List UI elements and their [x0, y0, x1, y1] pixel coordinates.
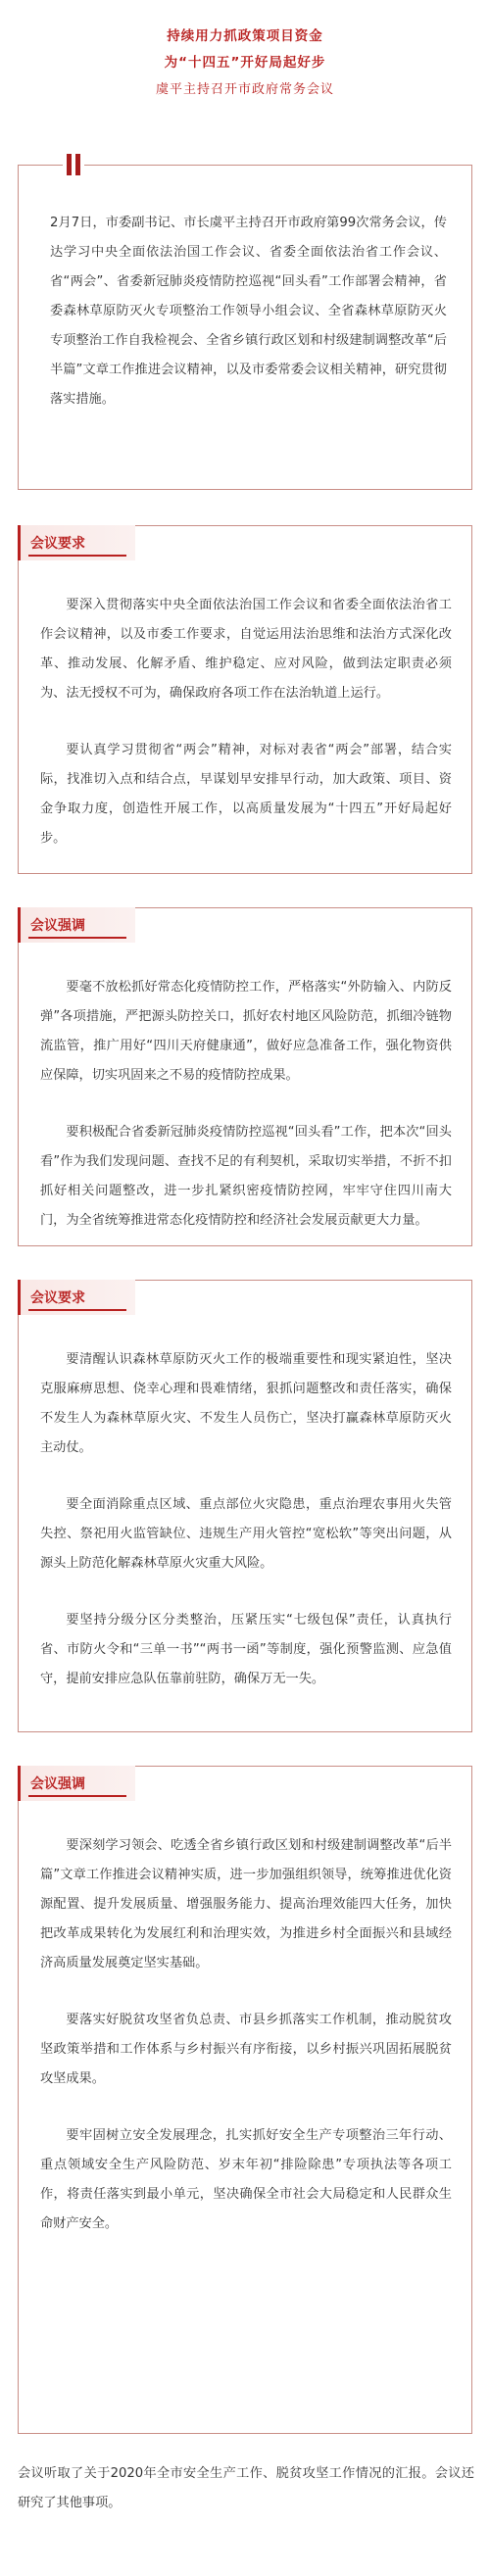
- section-tag-underline: [28, 555, 126, 557]
- section-tag: [18, 907, 135, 943]
- decorative-bars: [63, 154, 84, 175]
- section-label: 会议强调: [30, 1776, 85, 1792]
- section-requirements-1: [18, 525, 472, 874]
- article-title-line2: 为“十四五”开好局起好步: [164, 55, 326, 71]
- section-tag: [18, 1766, 135, 1801]
- paragraph: 要清醒认识森林草原防灭火工作的极端重要性和现实紧迫性，坚决克服麻痹思想、侥幸心理和畏难情绪，狠抓问题整改和责任落实，确保不发生人为森林草原火灾、不发生人员伤亡，坚决打赢森林草原防灭火主动仗。: [40, 1352, 452, 1455]
- section-tag: [18, 1280, 135, 1315]
- section-label: 会议要求: [30, 1290, 85, 1306]
- section-emphasis-2: [18, 1766, 472, 2434]
- paragraph: 要认真学习贯彻省“两会”精神，对标对表省“两会”部署，结合实际，找准切入点和结合点，早谋划早安排早行动，加大政策、项目、资金争取力度，创造性开展工作，以高质量发展为“十四五”开好局起好步。: [40, 743, 452, 846]
- paragraph: 要深入贯彻落实中央全面依法治国工作会议和省委全面依法治省工作会议精神，以及市委工作要求，自觉运用法治思维和法治方式深化改革、推动发展、化解矛盾、维护稳定、应对风险，做到法定职责必须为、法无授权不可为，确保政府各项工作在法治轨道上运行。: [40, 598, 452, 701]
- paragraph: 要深刻学习领会、吃透全省乡镇行政区划和村级建制调整改革“后半篇”文章工作推进会议精神实质，进一步加强组织领导，统筹推进优化资源配置、提升发展质量、增强服务能力、提高治理效能四大任务，加快把改革成果转化为发展红利和治理实效，为推进乡村全面振兴和县域经济高质量发展奠定坚实基础。: [40, 1838, 452, 1970]
- paragraph: 要坚持分级分区分类整治，压紧压实“七级包保”责任，认真执行省、市防火令和“三单一书”“两书一函”等制度，强化预警监测、应急值守，提前安排应急队伍靠前驻防，确保万无一失。: [40, 1613, 452, 1686]
- section-tag-underline: [28, 1309, 126, 1311]
- paragraph: 要积极配合省委新冠肺炎疫情防控巡视“回头看”工作，把本次“回头看”作为我们发现问题、查找不足的有利契机，采取切实举措，不折不扣抓好相关问题整改，进一步扎紧织密疫情防控网，牢牢守住四川南大门，为全省统筹推进常态化疫情防控和经济社会发展贡献更大力量。: [40, 1125, 452, 1228]
- section-tag-underline: [28, 937, 126, 939]
- paragraph: 要落实好脱贫攻坚省负总责、市县乡抓落实工作机制，推动脱贫攻坚政策举措和工作体系与乡村振兴有序衔接，以乡村振兴巩固拓展脱贫攻坚成果。: [40, 2013, 452, 2086]
- footer-text: 会议听取了关于2020年全市安全生产工作、脱贫攻坚工作情况的汇报。会议还研究了其他事项。: [18, 2466, 474, 2510]
- article-subtitle: 虞平主持召开市政府常务会议: [155, 82, 334, 97]
- section-label: 会议要求: [30, 536, 85, 552]
- intro-text: 2月7日，市委副书记、市长虞平主持召开市政府第99次常务会议，传达学习中央全面依法治国工作会议、省委全面依法治省工作会议、省“两会”、省委新冠肺炎疫情防控巡视“回头看”工作部署会精神，省委森林草原防灭火专项整治工作领导小组会议、全省森林草原防灭火专项整治工作自我检视会、全省乡镇行政区划和村级建制调整改革“后半篇”文章工作推进会议精神，以及市委常委会议相关精神，研究贯彻落实措施。: [50, 216, 447, 407]
- section-emphasis-1: [18, 907, 472, 1246]
- paragraph: 要全面消除重点区域、重点部位火灾隐患，重点治理农事用火失管失控、祭祀用火监管缺位、违规生产用火管控“宽松软”等突出问题，从源头上防范化解森林草原火灾重大风险。: [40, 1497, 452, 1571]
- article-title-line1: 持续用力抓政策项目资金: [167, 28, 323, 44]
- section-tag-underline: [28, 1795, 126, 1797]
- section-tag: [18, 525, 135, 560]
- paragraph: 要毫不放松抓好常态化疫情防控工作，严格落实“外防输入、内防反弹”各项措施，严把源头防控关口，抓好农村地区风险防范，抓细冷链物流监管，推广用好“四川天府健康通”，做好应急准备工作，强化物资供应保障，切实巩固来之不易的疫情防控成果。: [40, 980, 452, 1083]
- intro-box: [18, 165, 472, 490]
- paragraph: 要牢固树立安全发展理念，扎实抓好安全生产专项整治三年行动、重点领域安全生产风险防范、岁末年初“排险除患”专项执法等各项工作，将责任落实到最小单元，坚决确保全市社会大局稳定和人民群众生命财产安全。: [40, 2128, 452, 2231]
- section-label: 会议强调: [30, 918, 85, 934]
- section-requirements-2: [18, 1280, 472, 1732]
